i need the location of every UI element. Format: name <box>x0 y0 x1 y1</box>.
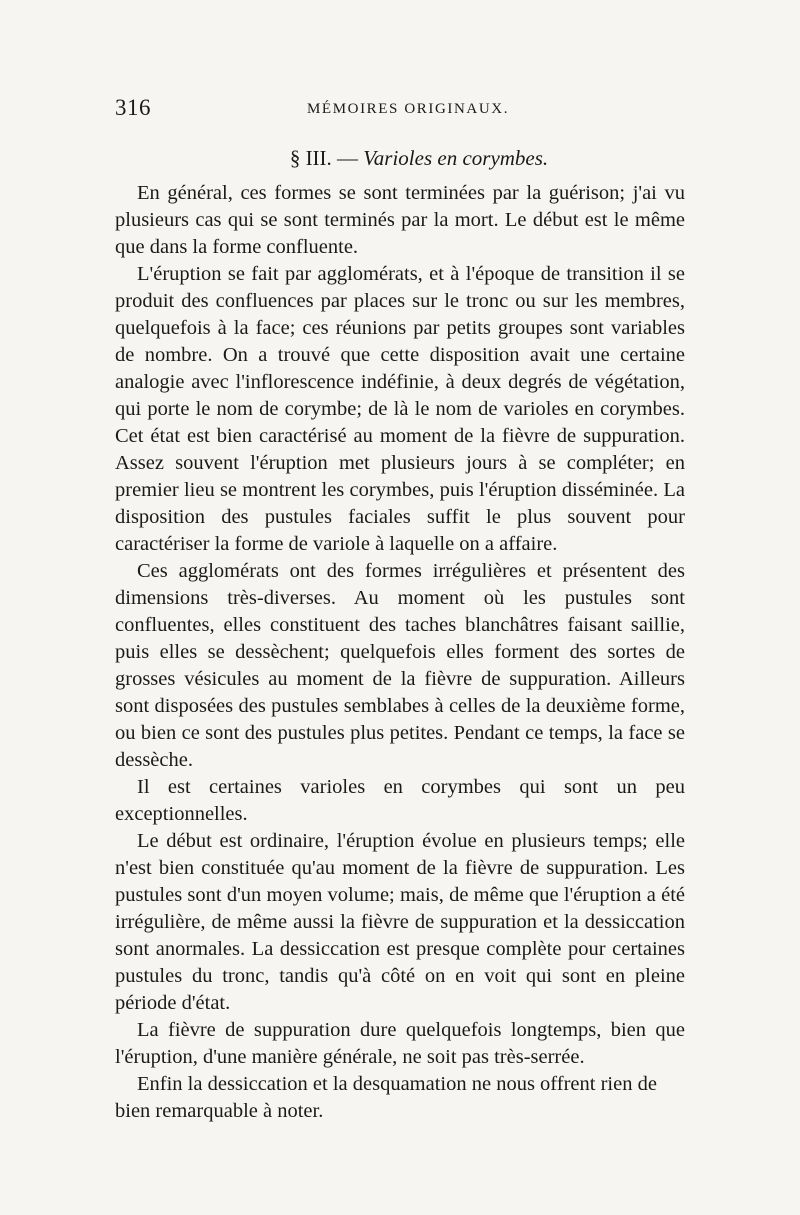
section-title: Varioles en corymbes. <box>363 146 549 170</box>
paragraph: Il est certaines varioles en corymbes qui sont un peu exceptionnelles. <box>115 776 685 825</box>
section-heading <box>0 146 800 171</box>
running-head <box>115 95 690 125</box>
paragraph: La fièvre de suppuration dure quelquefois longtemps, bien que l'éruption, d'une manière générale, ne soit pas très-serrée. <box>115 1019 685 1068</box>
body-text <box>115 180 685 1125</box>
paragraph: Le début est ordinaire, l'éruption évolue en plusieurs temps; elle n'est bien constituée qu'au moment de la fièvre de suppuration. Les pustules sont d'un moyen volume; mais, de même que l'éruption a été irrégulière, de même aussi la fièvre de suppuration et la dessiccation sont anormales. La dessiccation est presque complète pour certaines pustules du tronc, tandis qu'à côté on en voit qui sont en pleine période d'état. <box>115 830 685 1014</box>
paragraph: Enfin la dessiccation et la desquamation ne nous offrent rien de bien remarquable à noter. <box>115 1073 657 1122</box>
paragraph: En général, ces formes se sont terminées par la guérison; j'ai vu plusieurs cas qui se sont terminés par la mort. Le début est le même que dans la forme confluente. <box>115 182 685 258</box>
section-number: § III. — <box>289 146 359 170</box>
paragraph: Ces agglomérats ont des formes irrégulières et présentent des dimensions très-diverses. Au moment où les pustules sont confluentes, elles constituent des taches blanchâtres faisant saillie, puis elles se dessèchent; quelquefois elles forment des sortes de grosses vésicules au moment de la fièvre de suppuration. Ailleurs sont disposées des pustules semblabes à celles de la deuxième forme, ou bien ce sont des pustules plus petites. Pendant ce temps, la face se dessèche. <box>115 560 685 771</box>
running-title: MÉMOIRES ORIGINAUX. <box>307 101 510 117</box>
page-number: 316 <box>115 95 151 120</box>
paragraph: L'éruption se fait par agglomérats, et à l'époque de transition il se produit des confluences par places sur le tronc ou sur les membres, quelquefois à la face; ces réunions par petits groupes sont variables de nombre. On a trouvé que cette disposition avait une certaine analogie avec l'inflorescence indéfinie, à deux degrés de végétation, qui porte le nom de corymbe; de là le nom de varioles en corymbes. Cet état est bien caractérisé au moment de la fièvre de suppuration. Assez souvent l'éruption met plusieurs jours à se compléter; en premier lieu se montrent les corymbes, puis l'éruption disséminée. La disposition des pustules faciales suffit le plus souvent pour caractériser la forme de variole à laquelle on a affaire. <box>115 263 685 555</box>
